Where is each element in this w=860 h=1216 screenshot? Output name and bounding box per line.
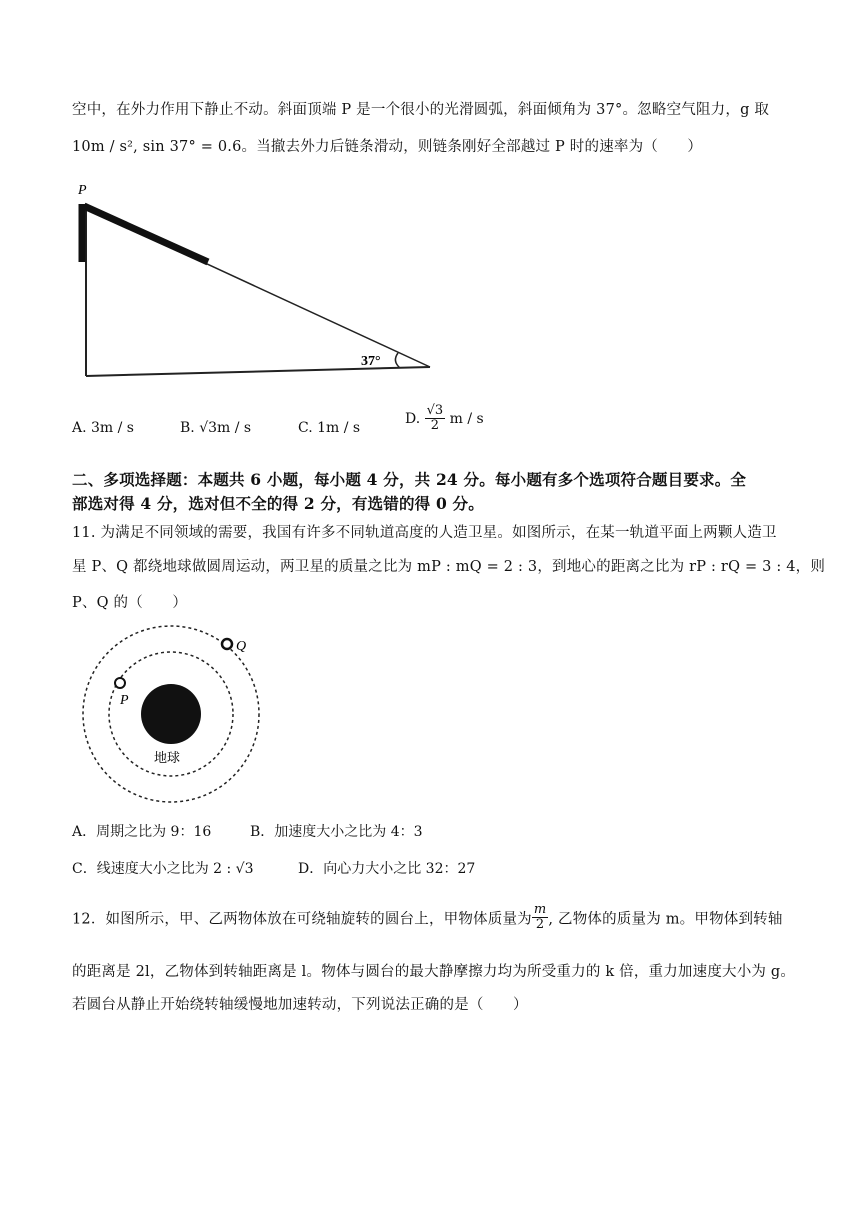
satellite-p xyxy=(115,678,125,688)
q11-text-line3: P、Q 的（ ） xyxy=(72,595,188,611)
q10-option-c: C. 1m / s xyxy=(298,420,361,436)
q12-text-line1: 12．如图所示，甲、乙两物体放在可绕轴旋转的圆台上，甲物体质量为 $\frac{m}{2}$ , 乙物体的质量为 m。甲物体到转轴 xyxy=(72,902,783,933)
q11-text-line1: 11. 为满足不同领域的需要，我国有许多不同轨道高度的人造卫星。如图所示，在某一轨道平面上两颗人造卫 xyxy=(72,525,777,541)
q10-option-a: A. 3m / s xyxy=(72,420,134,436)
satellite-q-label: Q xyxy=(236,639,247,654)
section2-heading-line2: 部选对得 4 分，选对但不全的得 2 分，有选错的得 0 分。 xyxy=(72,494,484,513)
satellite-p-label: P xyxy=(120,693,129,708)
q10-text-line2: 10m / s², sin 37° = 0.6。当撤去外力后链条滑动，则链条刚好全部越过 P 时的速率为（ ） xyxy=(72,139,703,155)
orbit-figure xyxy=(76,622,266,807)
earth-label: 地球 xyxy=(154,751,181,766)
q12-text-line2: 的距离是 2l，乙物体到转轴距离是 l。物体与圆台的最大静摩擦力均为所受重力的 k 倍，重力加速度大小为 g。 xyxy=(72,964,796,980)
earth-circle xyxy=(141,684,201,744)
angle-label: 37° xyxy=(361,354,381,369)
q10-option-d: D. $\frac{√3}{2}$ m / s xyxy=(405,403,484,434)
q11-option-a: A．周期之比为 9：16 xyxy=(72,824,212,840)
point-p-label: P xyxy=(78,183,87,198)
q12-text-line3: 若圆台从静止开始绕转轴缓慢地加速转动，下列说法正确的是（ ） xyxy=(72,997,528,1013)
incline-figure xyxy=(70,180,440,385)
satellite-q xyxy=(222,639,232,649)
q10-text-line1: 空中，在外力作用下静止不动。斜面顶端 P 是一个很小的光滑圆弧，斜面倾角为 37°。忽略空气阻力，g 取 xyxy=(72,102,770,118)
q10-option-b: B. √3m / s xyxy=(180,420,252,436)
q11-option-d: D．向心力大小之比 32：27 xyxy=(298,861,476,877)
q11-option-c: C．线速度大小之比为 2 : √3 xyxy=(72,861,254,877)
section2-heading-line1: 二、多项选择题：本题共 6 小题，每小题 4 分，共 24 分。每小题有多个选项符合题目要求。全 xyxy=(72,470,747,489)
q11-option-b: B．加速度大小之比为 4：3 xyxy=(250,824,423,840)
q11-text-line2: 星 P、Q 都绕地球做圆周运动，两卫星的质量之比为 mP : mQ = 2 : 3，到地心的距离之比为 rP : rQ = 3 : 4，则 xyxy=(72,559,826,575)
